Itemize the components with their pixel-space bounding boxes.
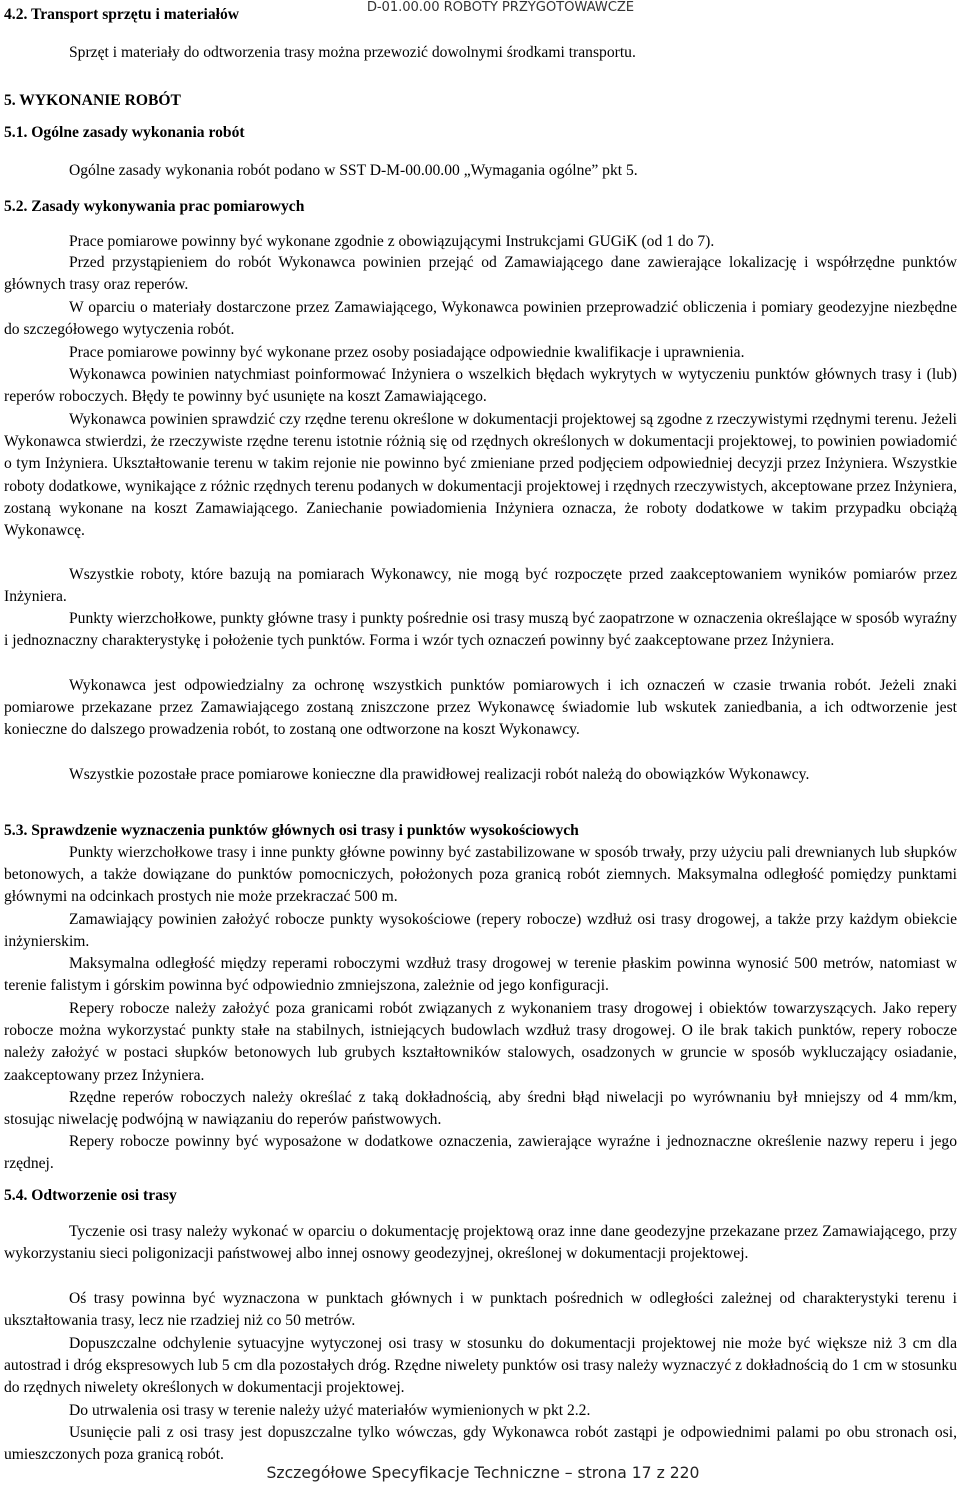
s52-paragraph-6: Wykonawca powinien sprawdzić czy rzędne terenu określone w dokumentacji projektowej są zgodne z rzeczywistymi rzędnymi terenu. Jeżeli Wykonawca stwierdzi, że rzeczywiste rzędne terenu istotnie różnią się od rzędnych określonych w dokumentacji projektowej, to powinien powiadomić o tym Inżyniera. Ukształtowanie terenu w takim rejonie nie powinno być zmieniane przed podjęciem odpowiedniej decyzji przez Inżyniera. Wszystkie roboty dodatkowe, wynikające z różnic rzędnych terenu podanych w dokumentacji projektowej i rzędnych rzeczywistych, akceptowane przez Inżyniera, zostaną wykonane na koszt Zamawiającego. Zaniechanie powiadomienia Inżyniera oznacza, że roboty dodatkowe w takim przypadku obciążą Wykonawcę. [4, 411, 957, 540]
s52-paragraph-4: Prace pomiarowe powinny być wykonane przez osoby posiadające odpowiednie kwalifikacje i uprawnienia. [69, 344, 745, 361]
s53-paragraph-5: Rzędne reperów roboczych należy określać z taką dokładnością, aby średni błąd niwelacji po wyrównaniu był mniejszy od 4 mm/km, stosując niwelację podwójną w nawiązaniu do reperów państwowych. [4, 1089, 957, 1129]
section-4-2-text: Sprzęt i materiały do odtworzenia trasy można przewozić dowolnymi środkami transportu. [69, 44, 636, 61]
s52-paragraph-3: W oparciu o materiały dostarczone przez Zamawiającego, Wykonawca powinien przeprowadzić obliczenia i pomiary geodezyjne niezbędne do szczegółowego wytyczenia robót. [4, 299, 957, 339]
s53-paragraph-3: Maksymalna odległość między reperami roboczymi wzdłuż trasy drogowej w terenie płaskim powinna wynosić 500 metrów, natomiast w terenie falistym i górskim powinna być odpowiednio zmniejszona, zależnie od jego konfiguracji. [4, 955, 957, 995]
section-5-1-title: 5.1. Ogólne zasady wykonania robót [4, 124, 245, 141]
section-5-title: 5. WYKONANIE ROBÓT [4, 92, 181, 109]
s52-paragraph-1: Prace pomiarowe powinny być wykonane zgodnie z obowiązującymi Instrukcjami GUGiK (od 1 do 7). [69, 233, 715, 250]
s53-paragraph-2: Zamawiający powinien założyć robocze punkty wysokościowe (repery robocze) wzdłuż osi trasy drogowej, a także przy każdym obiekcie inżynierskim. [4, 911, 957, 951]
s54-paragraph-3: Dopuszczalne odchylenie sytuacyjne wytyczonej osi trasy w stosunku do dokumentacji projektowej nie może być większe niż 3 cm dla autostrad i dróg ekspresowych lub 5 cm dla pozostałych dróg. Rzędne niwelety punktów osi trasy należy wyznaczyć z dokładnością do 1 cm w stosunku do rzędnych niwelety określonych w dokumentacji projektowej. [4, 1335, 957, 1397]
s54-paragraph-5: Usunięcie pali z osi trasy jest dopuszczalne tylko wówczas, gdy Wykonawca robót zastąpi je odpowiednimi palami po obu stronach osi, umieszczonych poza granicą robót. [4, 1424, 957, 1464]
s54-paragraph-4: Do utrwalenia osi trasy w terenie należy użyć materiałów wymienionych w pkt 2.2. [69, 1402, 591, 1419]
section-5-4-title: 5.4. Odtworzenie osi trasy [4, 1187, 177, 1204]
section-5-3-title: 5.3. Sprawdzenie wyznaczenia punktów głównych osi trasy i punktów wysokościowych [4, 822, 579, 839]
page-footer: Szczegółowe Specyfikacje Techniczne – strona 17 z 220 [266, 1464, 700, 1482]
section-4-2-title: 4.2. Transport sprzętu i materiałów [4, 6, 240, 23]
s53-paragraph-4: Repery robocze należy założyć poza granicami robót związanych z wykonaniem trasy drogowej i obiektów towarzyszących. Jako repery robocze można wykorzystać punkty stałe na stabilnych, istniejących budowlach wzdłuż trasy drogowej. O ile brak takich punktów, repery robocze należy założyć w postaci słupków betonowych lub grubych kształtowników stalowych, osadzonych w gruncie w sposób wykluczający osiadanie, zaakceptowany przez Inżyniera. [4, 1000, 957, 1084]
s52-paragraph-7: Wszystkie roboty, które bazują na pomiarach Wykonawcy, nie mogą być rozpoczęte przed zaakceptowaniem wyników pomiarów przez Inżyniera. [4, 566, 957, 606]
s53-paragraph-6: Repery robocze powinny być wyposażone w dodatkowe oznaczenia, zawierające wyraźne i jednoznaczne określenie nazwy reperu i jego rzędnej. [4, 1133, 957, 1173]
s54-paragraph-2: Oś trasy powinna być wyznaczona w punktach głównych i w punktach pośrednich w odległości zależnej od charakterystyki terenu i ukształtowania trasy, lecz nie rzadziej niż co 50 metrów. [4, 1290, 957, 1330]
s52-paragraph-2: Przed przystąpieniem do robót Wykonawca powinien przejąć od Zamawiającego dane zawierające lokalizację i współrzędne punktów głównych trasy oraz reperów. [4, 254, 957, 294]
s52-paragraph-10: Wszystkie pozostałe prace pomiarowe konieczne dla prawidłowej realizacji robót należą do obowiązków Wykonawcy. [69, 766, 810, 783]
section-5-2-title: 5.2. Zasady wykonywania prac pomiarowych [4, 198, 305, 215]
s53-paragraph-1: Punkty wierzchołkowe trasy i inne punkty główne powinny być zastabilizowane w sposób trwały, przy użyciu pali drewnianych lub słupków betonowych, a także dowiązane do punktów pomocniczych, położonych poza granicą robót ziemnych. Maksymalna odległość pomiędzy punktami głównymi na odcinkach prostych nie może przekraczać 500 m. [4, 844, 957, 906]
document-code-header: D-01.00.00 ROBOTY PRZYGOTOWAWCZE [366, 0, 634, 15]
s52-paragraph-9: Wykonawca jest odpowiedzialny za ochronę wszystkich punktów pomiarowych i ich oznaczeń w czasie trwania robót. Jeżeli znaki pomiarowe przekazane przez Zamawiającego zostaną zniszczone przez Wykonawcę świadomie lub wskutek zaniedbania, a ich odtworzenie jest konieczne do dalszego prowadzenia robót, to zostaną one odtworzone na koszt Wykonawcy. [4, 677, 957, 739]
s54-paragraph-1: Tyczenie osi trasy należy wykonać w oparciu o dokumentację projektową oraz inne dane geodezyjne przekazane przez Zamawiającego, przy wykorzystaniu sieci poligonizacji państwowej albo innej osnowy geodezyjnej, określonej w dokumentacji projektowej. [4, 1223, 957, 1263]
s52-paragraph-8: Punkty wierzchołkowe, punkty główne trasy i punkty pośrednie osi trasy muszą być zaopatrzone w oznaczenia określające w sposób wyraźny i jednoznaczny charakterystykę i położenie tych punktów. Forma i wzór tych oznaczeń powinny być zaakceptowane przez Inżyniera. [4, 610, 957, 650]
section-5-1-text: Ogólne zasady wykonania robót podano w SST D-M-00.00.00 „Wymagania ogólne” pkt 5. [69, 162, 638, 179]
s52-paragraph-5: Wykonawca powinien natychmiast poinformować Inżyniera o wszelkich błędach wykrytych w wytyczeniu punktów głównych trasy i (lub) reperów roboczych. Błędy te powinny być usunięte na koszt Zamawiającego. [4, 366, 957, 406]
